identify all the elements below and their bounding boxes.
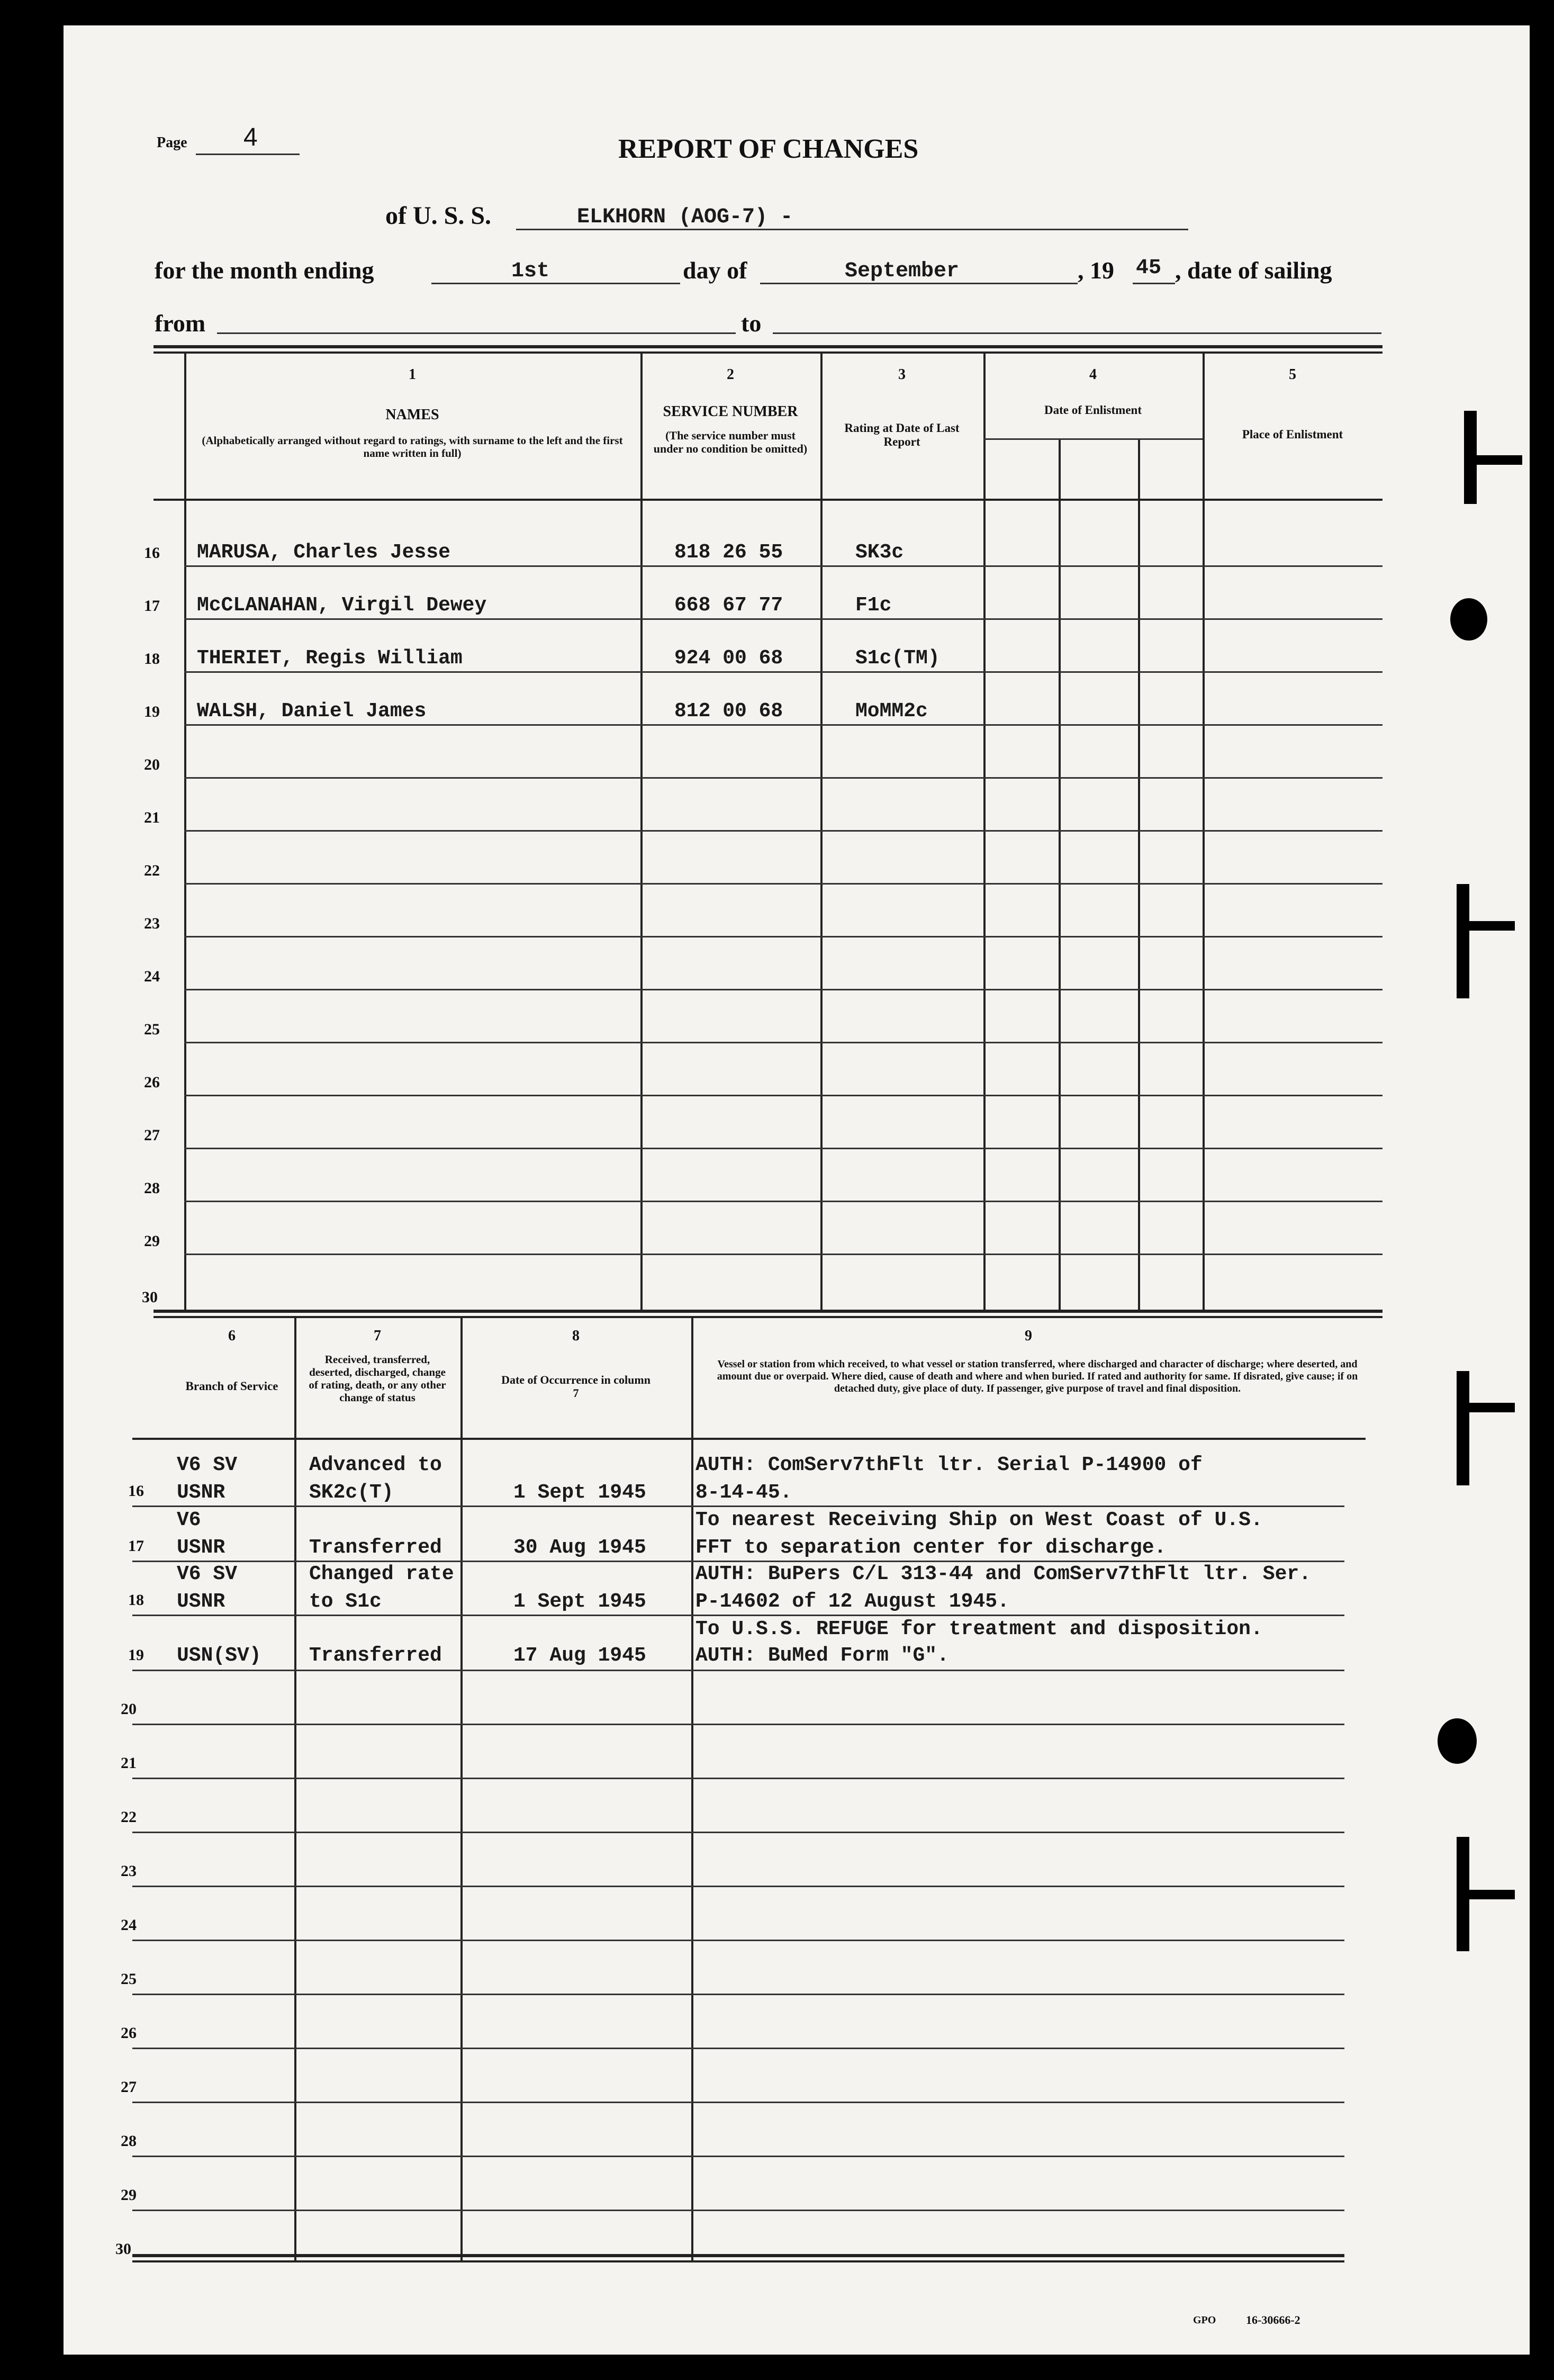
col-4-number: 4 (1089, 366, 1097, 383)
bottom-row-line (132, 1940, 1344, 1941)
col-8-title: Date of Occurrence in column 7 (501, 1373, 650, 1400)
uss-label: of U. S. S. (385, 202, 492, 230)
page-number-line (196, 154, 300, 155)
col-6-number: 6 (228, 1328, 236, 1344)
bottom-row-line (132, 1994, 1344, 1995)
bottom-col-divider-3 (691, 1317, 693, 2261)
day-of-label: day of (683, 257, 747, 284)
top-row-number: 29 (144, 1232, 160, 1250)
sailing-label: , date of sailing (1175, 257, 1332, 284)
remarks-cell: AUTH: BuPers C/L 313-44 and ComServ7thFlt ltr. Ser. (695, 1563, 1311, 1585)
year-value: 45 (1136, 256, 1162, 280)
col-3-number: 3 (898, 366, 906, 383)
bottom-row-number: 28 (121, 2132, 137, 2150)
ship-name: ELKHORN (AOG-7) - (577, 205, 793, 229)
col-8-number: 8 (572, 1328, 580, 1344)
bottom-col-divider-2 (460, 1317, 463, 2261)
bottom-col-divider-1 (294, 1317, 296, 2261)
top-row-number: 22 (144, 862, 160, 879)
top-row-line (184, 1042, 1383, 1043)
col-7-title: Received, transferred, deserted, discharged, change of rating, death, or any other change of status (309, 1353, 446, 1404)
top-row-line (184, 883, 1383, 885)
top-row-number: 21 (144, 809, 160, 826)
remarks-cell: 8-14-45. (695, 1481, 792, 1504)
rating-cell: SK3c (855, 541, 904, 564)
page-number: 4 (243, 123, 258, 151)
service-number-cell: 812 00 68 (674, 700, 783, 723)
from-line (217, 332, 736, 334)
top-table-border-bottom-2 (153, 1316, 1383, 1318)
col-7-number: 7 (374, 1328, 381, 1344)
status-cell: Changed rate (309, 1563, 454, 1585)
bottom-header-bottom (132, 1438, 1366, 1440)
enlistment-subheader-line (983, 438, 1203, 440)
binder-clip-lower-mid-arm (1457, 1403, 1515, 1412)
bottom-row-line (132, 1724, 1344, 1725)
binder-clip-bottom-arm (1457, 1890, 1515, 1899)
top-row-number: 30 (142, 1288, 158, 1306)
bottom-row-line (132, 1670, 1344, 1671)
status-cell: SK2c(T) (309, 1481, 394, 1504)
rating-cell: S1c(TM) (855, 647, 940, 670)
page-title: REPORT OF CHANGES (618, 134, 919, 164)
col-5-title: Place of Enlistment (1242, 428, 1343, 441)
col-1-title: NAMES (385, 407, 439, 423)
col-2-number: 2 (727, 366, 734, 383)
top-row-number: 17 (144, 597, 160, 615)
status-cell: Transferred (309, 1644, 442, 1667)
bottom-row-number: 20 (121, 1700, 137, 1718)
binder-clip-lower-mid (1457, 1371, 1469, 1485)
bottom-row-line (132, 2210, 1344, 2211)
bottom-row-number: 19 (128, 1646, 144, 1664)
top-row-number: 20 (144, 756, 160, 773)
col-2-title: SERVICE NUMBER (663, 403, 798, 420)
top-table-border-top (153, 345, 1383, 348)
branch-cell: USNR (177, 1481, 225, 1504)
year-line (1133, 283, 1175, 284)
month-value: September (845, 259, 960, 283)
date-cell: 1 Sept 1945 (513, 1481, 646, 1504)
bottom-row-line (132, 2048, 1344, 2049)
form-number: 16-30666-2 (1246, 2313, 1300, 2327)
top-row-line (184, 671, 1383, 673)
name-cell: WALSH, Daniel James (197, 700, 427, 723)
top-row-line (184, 1148, 1383, 1149)
bottom-row-line (132, 1615, 1344, 1616)
top-row-line (184, 989, 1383, 990)
year-prefix: , 19 (1078, 257, 1114, 284)
remarks-cell: P-14602 of 12 August 1945. (695, 1590, 1009, 1613)
binder-clip-upper-mid (1457, 884, 1469, 998)
top-row-number: 28 (144, 1179, 160, 1197)
branch-cell: USNR (177, 1536, 225, 1559)
top-row-number: 23 (144, 915, 160, 932)
bottom-row-number: 21 (121, 1754, 137, 1772)
col-1-number: 1 (409, 366, 416, 383)
top-row-line (184, 618, 1383, 620)
top-row-number: 16 (144, 544, 160, 562)
bottom-row-number: 27 (121, 2078, 137, 2096)
bottom-row-line (132, 1778, 1344, 1779)
name-cell: MARUSA, Charles Jesse (197, 541, 450, 564)
top-table-border-top-2 (153, 351, 1383, 354)
binder-clip-upper-mid-arm (1457, 921, 1515, 931)
col-2-instructions: (The service number must under no condition be omitted) (653, 429, 808, 456)
status-cell: to S1c (309, 1590, 382, 1613)
top-row-number: 25 (144, 1021, 160, 1038)
day-value: 1st (511, 259, 550, 283)
remarks-cell: To nearest Receiving Ship on West Coast of U.S. (695, 1509, 1263, 1531)
status-cell: Transferred (309, 1536, 442, 1559)
remarks-cell: AUTH: BuMed Form "G". (695, 1644, 949, 1667)
from-label: from (155, 310, 206, 337)
top-row-number: 19 (144, 703, 160, 720)
month-label: for the month ending (155, 257, 374, 284)
top-row-number: 27 (144, 1126, 160, 1144)
bottom-row-line (132, 1505, 1344, 1507)
bottom-row-line (132, 1886, 1344, 1887)
top-row-line (184, 1095, 1383, 1096)
branch-cell: V6 SV (177, 1563, 238, 1585)
bottom-table-border-bottom (132, 2254, 1344, 2257)
top-row-line (184, 936, 1383, 937)
col-4-title: Date of Enlistment (1044, 403, 1142, 417)
top-row-line (184, 565, 1383, 567)
bottom-row-number: 18 (128, 1591, 144, 1609)
top-col-divider-4b (1138, 438, 1140, 1310)
bottom-row-number: 22 (121, 1808, 137, 1826)
binder-clip-top-arm (1464, 455, 1522, 465)
col-1-instructions: (Alphabetically arranged without regard to ratings, with surname to the left and the first name written in full) (202, 434, 623, 460)
bottom-row-number: 29 (121, 2186, 137, 2204)
branch-cell: V6 SV (177, 1454, 238, 1476)
rating-cell: MoMM2c (855, 700, 928, 723)
col-9-title: Vessel or station from which received, to what vessel or station transferred, where discharged and character of discharge; where deserted, and amount due or overpaid. Where died, cause of death and where and when buried. If rated and authority for same. If disrated, give cause; if on detached duty, give place of duty. If passenger, give purpose of travel and final disposition. (717, 1358, 1358, 1394)
date-cell: 1 Sept 1945 (513, 1590, 646, 1613)
to-line (773, 332, 1381, 334)
bottom-row-number: 30 (115, 2240, 131, 2258)
top-header-bottom (153, 499, 1383, 501)
bottom-row-line (132, 2102, 1344, 2103)
branch-cell: USN(SV) (177, 1644, 261, 1667)
bottom-row-number: 25 (121, 1970, 137, 1988)
date-cell: 30 Aug 1945 (513, 1536, 646, 1559)
bottom-row-line (132, 1561, 1344, 1562)
top-row-line (184, 777, 1383, 779)
col-5-number: 5 (1289, 366, 1296, 383)
bottom-row-number: 26 (121, 2024, 137, 2042)
branch-cell: V6 (177, 1509, 201, 1531)
top-row-number: 26 (144, 1074, 160, 1091)
top-row-line (184, 1254, 1383, 1255)
col-9-number: 9 (1025, 1328, 1032, 1344)
status-cell: Advanced to (309, 1454, 442, 1476)
remarks-cell: To U.S.S. REFUGE for treatment and disposition. (695, 1618, 1263, 1640)
top-table-border-bottom (153, 1310, 1383, 1313)
branch-cell: USNR (177, 1590, 225, 1613)
top-row-line (184, 724, 1383, 726)
page-label: Page (157, 134, 187, 151)
day-line (431, 283, 680, 284)
bottom-row-number: 17 (128, 1537, 144, 1555)
top-row-line (184, 830, 1383, 832)
col-3-title: Rating at Date of Last Report (844, 421, 960, 449)
gpo-mark: GPO (1193, 2314, 1216, 2326)
bottom-table-border-bottom-2 (132, 2260, 1344, 2262)
top-row-number: 18 (144, 650, 160, 668)
top-row-number: 24 (144, 968, 160, 985)
punch-hole-top (1450, 598, 1487, 641)
col-6-title: Branch of Service (185, 1380, 278, 1393)
punch-hole-bottom (1438, 1718, 1477, 1764)
rating-cell: F1c (855, 594, 892, 617)
bottom-row-number: 16 (128, 1482, 144, 1500)
top-col-divider-4a (1059, 438, 1061, 1310)
bottom-row-number: 24 (121, 1916, 137, 1934)
name-cell: THERIET, Regis William (197, 647, 463, 670)
service-number-cell: 668 67 77 (674, 594, 783, 617)
bottom-row-line (132, 2156, 1344, 2157)
remarks-cell: AUTH: ComServ7thFlt ltr. Serial P-14900 of (695, 1454, 1203, 1476)
name-cell: McCLANAHAN, Virgil Dewey (197, 594, 487, 617)
service-number-cell: 924 00 68 (674, 647, 783, 670)
service-number-cell: 818 26 55 (674, 541, 783, 564)
remarks-cell: FFT to separation center for discharge. (695, 1536, 1167, 1559)
to-label: to (741, 310, 762, 337)
top-row-line (184, 1201, 1383, 1202)
bottom-row-line (132, 1832, 1344, 1833)
date-cell: 17 Aug 1945 (513, 1644, 646, 1667)
bottom-row-number: 23 (121, 1862, 137, 1880)
